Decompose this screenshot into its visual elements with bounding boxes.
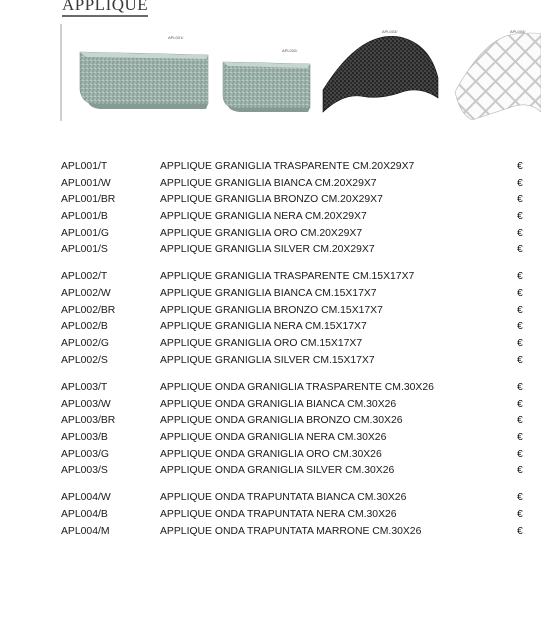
- list-item: [0, 192, 541, 209]
- currency-symbol: €: [517, 244, 523, 256]
- product-label-apl003: APL003/: [382, 29, 398, 34]
- item-code: APL002/W: [61, 288, 111, 300]
- item-code: APL001/W: [61, 177, 111, 189]
- page-title: APPLIQUE: [62, 0, 148, 17]
- currency-symbol: €: [517, 381, 523, 393]
- currency-symbol: €: [517, 177, 523, 189]
- currency-symbol: €: [517, 271, 523, 283]
- currency-symbol: €: [517, 194, 523, 206]
- list-item: [0, 286, 541, 303]
- item-description: APPLIQUE GRANIGLIA BIANCA CM.15X17X7: [160, 288, 377, 300]
- currency-symbol: €: [517, 161, 523, 172]
- item-code: APL001/G: [61, 227, 109, 239]
- item-code: APL002/BR: [61, 304, 116, 316]
- item-description: APPLIQUE ONDA GRANIGLIA NERA CM.30X26: [160, 431, 387, 443]
- list-item: [0, 226, 541, 243]
- item-description: APPLIQUE ONDA GRANIGLIA BIANCA CM.30X26: [160, 398, 397, 410]
- item-code: APL001/B: [61, 211, 108, 223]
- item-code: APL003/S: [61, 465, 108, 477]
- item-code: APL003/B: [61, 431, 108, 443]
- item-description: APPLIQUE GRANIGLIA ORO CM.20X29X7: [160, 227, 363, 239]
- item-description: APPLIQUE ONDA GRANIGLIA ORO CM.30X26: [160, 448, 382, 460]
- item-code: APL003/T: [61, 381, 108, 393]
- item-code: APL004/B: [61, 508, 108, 520]
- list-item: [0, 209, 541, 226]
- item-description: APPLIQUE ONDA TRAPUNTATA NERA CM.30X26: [160, 508, 397, 520]
- product-image-apl004: [455, 29, 541, 120]
- currency-symbol: €: [517, 525, 523, 537]
- product-label-apl004: APL004/: [510, 29, 526, 34]
- item-description: APPLIQUE GRANIGLIA TRASPARENTE CM.20X29X7: [160, 161, 415, 172]
- currency-symbol: €: [517, 492, 523, 504]
- currency-symbol: €: [517, 288, 523, 300]
- currency-symbol: €: [517, 338, 523, 350]
- list-item: [0, 524, 541, 541]
- item-code: APL001/S: [61, 244, 108, 256]
- item-code: APL003/G: [61, 448, 109, 460]
- list-item: [0, 430, 541, 447]
- list-item: [0, 380, 541, 397]
- item-code: APL001/BR: [61, 194, 116, 206]
- item-description: APPLIQUE GRANIGLIA BRONZO CM.20X29X7: [160, 194, 383, 206]
- item-description: APPLIQUE ONDA GRANIGLIA SILVER CM.30X26: [160, 465, 395, 477]
- list-item: [0, 303, 541, 320]
- product-label-apl002: APL002/: [282, 48, 298, 53]
- item-code: APL004/W: [61, 492, 111, 504]
- currency-symbol: €: [517, 431, 523, 443]
- item-code: APL003/BR: [61, 415, 116, 427]
- item-code: APL002/B: [61, 321, 108, 333]
- item-description: APPLIQUE ONDA TRAPUNTATA MARRONE CM.30X26: [160, 525, 422, 537]
- item-description: APPLIQUE GRANIGLIA BIANCA CM.20X29X7: [160, 177, 377, 189]
- item-code: APL002/G: [61, 338, 109, 350]
- product-image-apl001: [80, 35, 208, 109]
- product-photos: [60, 22, 541, 121]
- list-item: [0, 353, 541, 370]
- currency-symbol: €: [517, 321, 523, 333]
- item-description: APPLIQUE ONDA GRANIGLIA BRONZO CM.30X26: [160, 415, 403, 427]
- item-code: APL001/T: [61, 161, 108, 172]
- item-code: APL002/T: [61, 271, 108, 283]
- currency-symbol: €: [517, 304, 523, 316]
- currency-symbol: €: [517, 415, 523, 427]
- currency-symbol: €: [517, 227, 523, 239]
- currency-symbol: €: [517, 354, 523, 366]
- product-group-apl002: [0, 269, 541, 369]
- currency-symbol: €: [517, 211, 523, 223]
- currency-symbol: €: [517, 398, 523, 410]
- product-group-apl003: [0, 380, 541, 480]
- list-item: [0, 413, 541, 430]
- item-description: APPLIQUE GRANIGLIA ORO CM.15X17X7: [160, 338, 363, 350]
- list-item: [0, 447, 541, 464]
- item-description: APPLIQUE ONDA GRANIGLIA TRASPARENTE CM.30X26: [160, 381, 434, 393]
- product-photo-strip: [60, 22, 541, 121]
- currency-symbol: €: [517, 508, 523, 520]
- list-item: [0, 397, 541, 414]
- product-group-apl001: [0, 159, 541, 259]
- item-description: APPLIQUE ONDA TRAPUNTATA BIANCA CM.30X26: [160, 492, 407, 504]
- list-item: [0, 269, 541, 286]
- item-code: APL002/S: [61, 354, 108, 366]
- list-item: [0, 463, 541, 480]
- item-description: APPLIQUE GRANIGLIA SILVER CM.20X29X7: [160, 244, 375, 256]
- list-item: [0, 176, 541, 193]
- item-description: APPLIQUE GRANIGLIA NERA CM.15X17X7: [160, 321, 367, 333]
- list-item: [0, 336, 541, 353]
- list-item: [0, 490, 541, 507]
- item-description: APPLIQUE GRANIGLIA BRONZO CM.15X17X7: [160, 304, 383, 316]
- product-label-apl001: APL001/: [168, 35, 184, 40]
- currency-symbol: €: [517, 465, 523, 477]
- item-description: APPLIQUE GRANIGLIA NERA CM.20X29X7: [160, 211, 367, 223]
- list-item: [0, 319, 541, 336]
- item-code: APL004/M: [61, 525, 110, 537]
- item-code: APL003/W: [61, 398, 111, 410]
- item-description: APPLIQUE GRANIGLIA TRASPARENTE CM.15X17X7: [160, 271, 415, 283]
- price-list: [0, 159, 541, 551]
- list-item: [0, 507, 541, 524]
- list-item: [0, 159, 541, 176]
- list-item: [0, 242, 541, 259]
- product-image-apl002: [223, 48, 310, 112]
- product-image-apl003: [323, 29, 438, 112]
- currency-symbol: €: [517, 448, 523, 460]
- product-group-apl004: [0, 490, 541, 540]
- item-description: APPLIQUE GRANIGLIA SILVER CM.15X17X7: [160, 354, 375, 366]
